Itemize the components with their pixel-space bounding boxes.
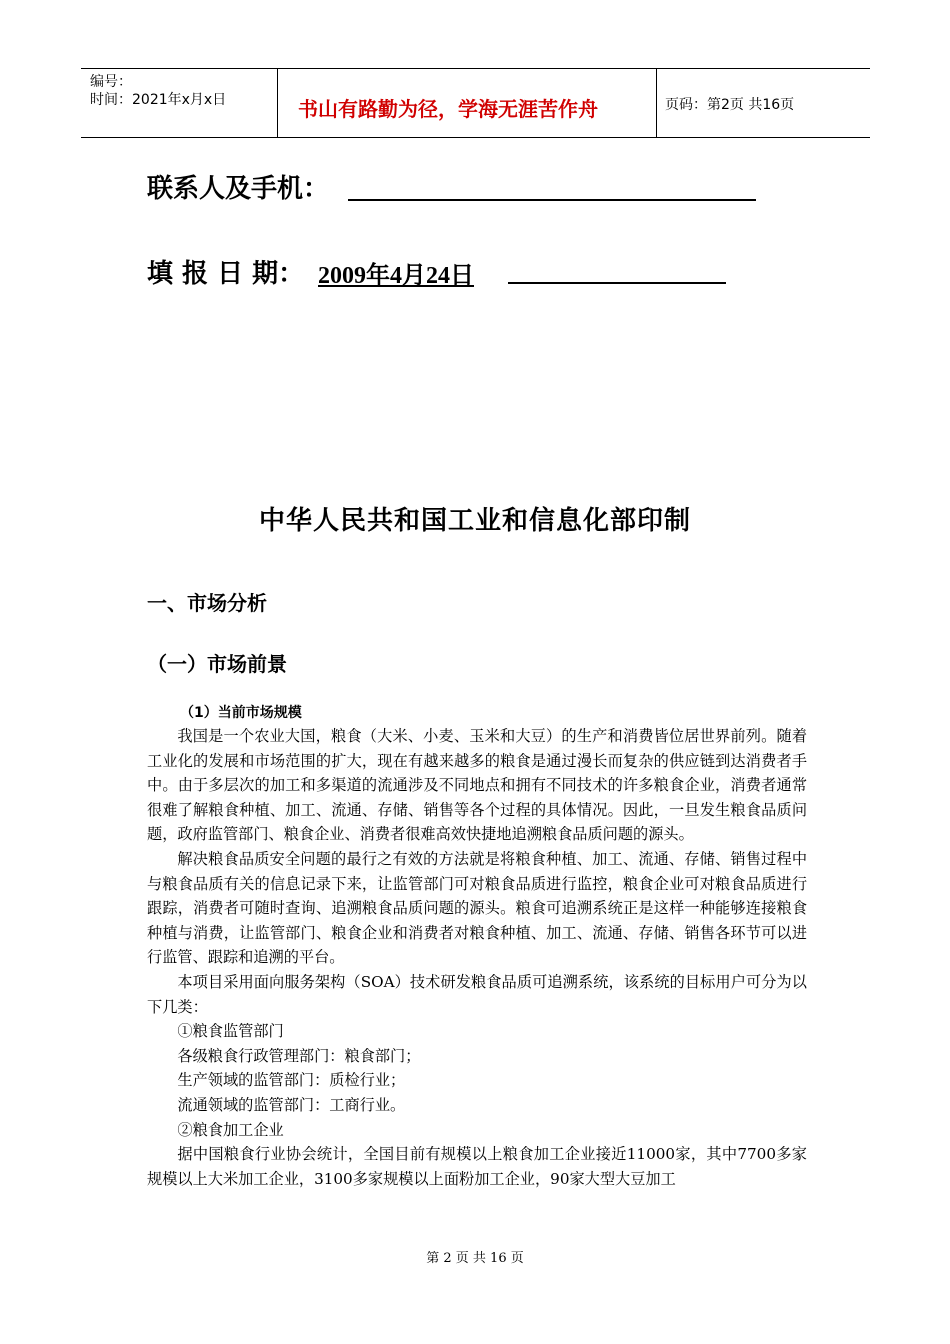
contact-label: 联系人及手机：	[147, 174, 330, 204]
item-heading: （1）当前市场规模	[180, 705, 302, 721]
date-value: 2009年4月24日	[318, 263, 474, 289]
number-label: 编号：	[90, 74, 132, 90]
section-heading: 一、市场分析	[147, 591, 267, 615]
body-text	[147, 724, 807, 1191]
header-left-cell	[81, 69, 278, 137]
paragraph: 据中国粮食行业协会统计，全国目前有规模以上粮食加工企业接近11000家，其中7700多家规模以上大米加工企业，3100多家规模以上面粉加工企业，90家大型大豆加工	[147, 1145, 807, 1188]
list-item: ②粮食加工企业	[177, 1120, 284, 1139]
time-label: 时间：2021年x月x日	[90, 92, 227, 108]
header-page-cell	[657, 69, 870, 137]
contact-blank-line	[348, 199, 756, 201]
date-blank-line	[508, 282, 726, 284]
header-motto-cell	[278, 69, 657, 137]
list-item: 生产领域的监管部门：质检行业；	[177, 1071, 406, 1090]
paragraph: 解决粮食品质安全问题的最行之有效的方法就是将粮食种植、加工、流通、存储、销售过程中与粮食品质有关的信息记录下来，让监管部门可对粮食品质进行监控，粮食企业可对粮食品质进行跟踪，消费者可随时查询、追溯粮食品质问题的源头。粮食可追溯系统正是这样一种能够连接粮食种植与消费，让监管部门、粮食企业和消费者对粮食种植、加工、流通、存储、销售各环节可以进行监管、跟踪和追溯的平台。	[147, 849, 807, 967]
list-item: ①粮食监管部门	[177, 1022, 284, 1041]
page-label: 页码：第2页 共16页	[665, 97, 795, 113]
list-item: 各级粮食行政管理部门：粮食部门；	[177, 1046, 421, 1065]
motto-text: 书山有路勤为径，学海无涯苦作舟	[298, 97, 598, 121]
page-footer: 第 2 页 共 16 页	[426, 1251, 524, 1266]
paragraph: 本项目采用面向服务架构（SOA）技术研发粮食品质可追溯系统，该系统的目标用户可分为以下几类：	[147, 972, 807, 1016]
paragraph: 我国是一个农业大国，粮食（大米、小麦、玉米和大豆）的生产和消费皆位居世界前列。随着工业化的发展和市场范围的扩大，现在有越来越多的粮食是通过漫长而复杂的供应链到达消费者手中。由于多层次的加工和多渠道的流通涉及不同地点和拥有不同技术的许多粮食企业，消费者通常很难了解粮食种植、加工、流通、存储、销售等各个过程的具体情况。因此，一旦发生粮食品质问题，政府监管部门、粮食企业、消费者很难高效快捷地追溯粮食品质问题的源头。	[147, 727, 807, 844]
subsection-heading: （一）市场前景	[147, 652, 287, 676]
ministry-title: 中华人民共和国工业和信息化部印制	[258, 506, 691, 536]
header-table	[81, 68, 870, 138]
list-item: 流通领域的监管部门：工商行业。	[177, 1095, 406, 1114]
date-label: 填 报 日 期：	[147, 259, 305, 289]
